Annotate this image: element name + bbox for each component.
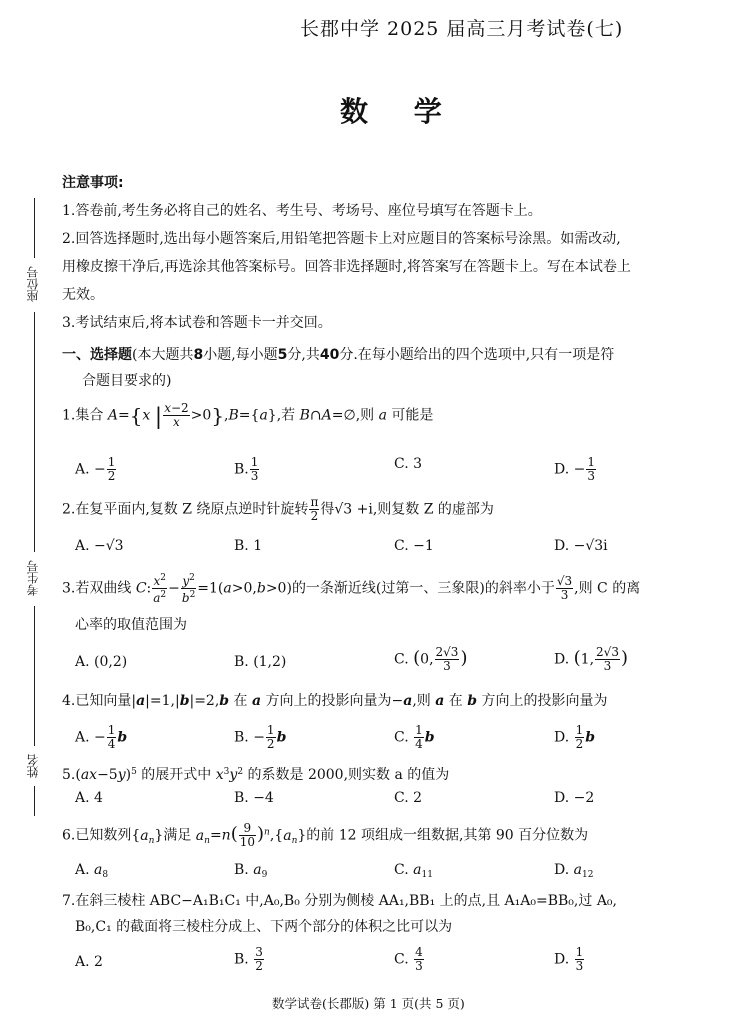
q5-option-a: A. 4 — [75, 790, 103, 806]
q3-option-a: A. (0,2) — [75, 654, 128, 670]
paper-header: 长郡中学 2025 届高三月考试卷(七) — [300, 18, 624, 40]
q5-option-c: C. 2 — [394, 790, 423, 806]
side-rule — [34, 606, 35, 746]
notice-item: 1.答卷前,考生务必将自己的姓名、考生号、考场号、座位号填写在答题卡上。 — [62, 203, 542, 219]
q1-option-a: A. − $\frac{1}{2}$ — [75, 455, 116, 483]
side-rule — [34, 198, 35, 258]
q1-option-c: C. 3 — [394, 456, 423, 472]
q3-option-c: C. (0, $\frac{2√3}{3}$ ) — [394, 645, 468, 673]
q5-option-b: B. −4 — [234, 790, 274, 806]
q6-option-c: C. $a_{11}$ — [394, 862, 433, 880]
q4-option-c: C. $\frac{1}{4}$ b — [394, 723, 435, 751]
q1-option-b: B. $\frac{1}{3}$ — [234, 455, 259, 483]
subject-title: 数 学 — [340, 95, 460, 128]
q7-option-a: A. 2 — [75, 954, 103, 970]
exam-number-label: 考生号 — [26, 560, 40, 596]
seat-label: 座位号 — [26, 266, 40, 302]
q2-option-a: A. −√3 — [75, 538, 124, 554]
question-4: 4.已知向量|a|=1,|b|=2,b 在 a 方向上的投影向量为−a,则 a 在 b 方向上的投影向量为 — [62, 693, 608, 709]
q6-option-a: A. $a_8$ — [75, 862, 109, 880]
section-heading-cont: 合题目要求的) — [82, 373, 172, 389]
q2-option-c: C. −1 — [394, 538, 434, 554]
question-7-cont: B₀,C₁ 的截面将三棱柱分成上、下两个部分的体积之比可以为 — [75, 919, 453, 935]
question-5: $5.(ax-5y)^5$ 的展开式中 $x^3y^2$ 的系数是 2000,则实数 a 的值为 — [62, 767, 450, 783]
page-footer: 数学试卷(长郡版) 第 1 页(共 5 页) — [272, 996, 465, 1011]
question-6: 6.已知数列$\{a_n\}$满足 $a_n=n$( $\frac{9}{10}$ )$^n,\{a_n\}$的前 12 项组成一组数据,其第 90 百分位数为 — [62, 821, 589, 849]
q2-option-b: B. 1 — [234, 538, 263, 554]
q5-option-d: D. −2 — [554, 790, 595, 806]
q4-option-a: A. − $\frac{1}{4}$ b — [75, 723, 128, 751]
q2-option-d: D. −√3i — [554, 538, 608, 554]
side-rule — [34, 312, 35, 552]
q4-option-d: D. $\frac{1}{2}$ b — [554, 723, 596, 751]
section-heading: 一、选择题(本大题共8小题,每小题5分,共40分.在每小题给出的四个选项中,只有一项是符 — [62, 347, 615, 363]
q3-option-d: D. (1, $\frac{2√3}{3}$ ) — [554, 645, 628, 673]
question-7: 7.在斜三棱柱 ABC−A₁B₁C₁ 中,A₀,B₀ 分别为侧棱 AA₁,BB₁ 上的点,且 A₁A₀=BB₀,过 A₀, — [62, 893, 617, 909]
side-rule — [34, 786, 35, 816]
notice-item: 3.考试结束后,将本试卷和答题卡一并交回。 — [62, 315, 332, 331]
name-label: 姓名 — [26, 754, 40, 778]
q3-option-b: B. (1,2) — [234, 654, 287, 670]
q7-option-c: C. $\frac{4}{3}$ — [394, 945, 423, 973]
q6-option-d: D. $a_{12}$ — [554, 862, 594, 880]
question-3: 3.若双曲线 C: $\frac{x^2}{a^2}$ − $\frac{y^2}{b^2}$ =1(a>0,b>0)的一条渐近线(过第一、三象限)的斜率小于 $\frac{√3}{3}$ ,则 C 的离 — [62, 573, 641, 605]
question-2: 2.在复平面内,复数 Z 绕原点逆时针旋转 $\frac{\pi}{2}$ 得√3 +i,则复数 Z 的虚部为 — [62, 495, 494, 523]
question-3-cont: 心率的取值范围为 — [75, 617, 187, 633]
question-1: 1.集合 A={x | $\frac{x-2}{x}$ >0},B={a},若 B∩A=∅,则 a 可能是 — [62, 401, 434, 430]
notice-title: 注意事项: — [62, 175, 124, 191]
q4-option-b: B. − $\frac{1}{2}$ b — [234, 723, 287, 751]
notice-item: 2.回答选择题时,选出每小题答案后,用铅笔把答题卡上对应题目的答案标号涂黑。如需改动, — [62, 231, 621, 247]
q7-option-d: D. $\frac{1}{3}$ — [554, 945, 584, 973]
q1-option-d: D. − $\frac{1}{3}$ — [554, 455, 595, 483]
q6-option-b: B. $a_9$ — [234, 862, 268, 880]
notice-item: 无效。 — [62, 287, 104, 303]
notice-item: 用橡皮擦干净后,再选涂其他答案标号。回答非选择题时,将答案写在答题卡上。写在本试卷上 — [62, 259, 631, 275]
q7-option-b: B. $\frac{3}{2}$ — [234, 945, 263, 973]
